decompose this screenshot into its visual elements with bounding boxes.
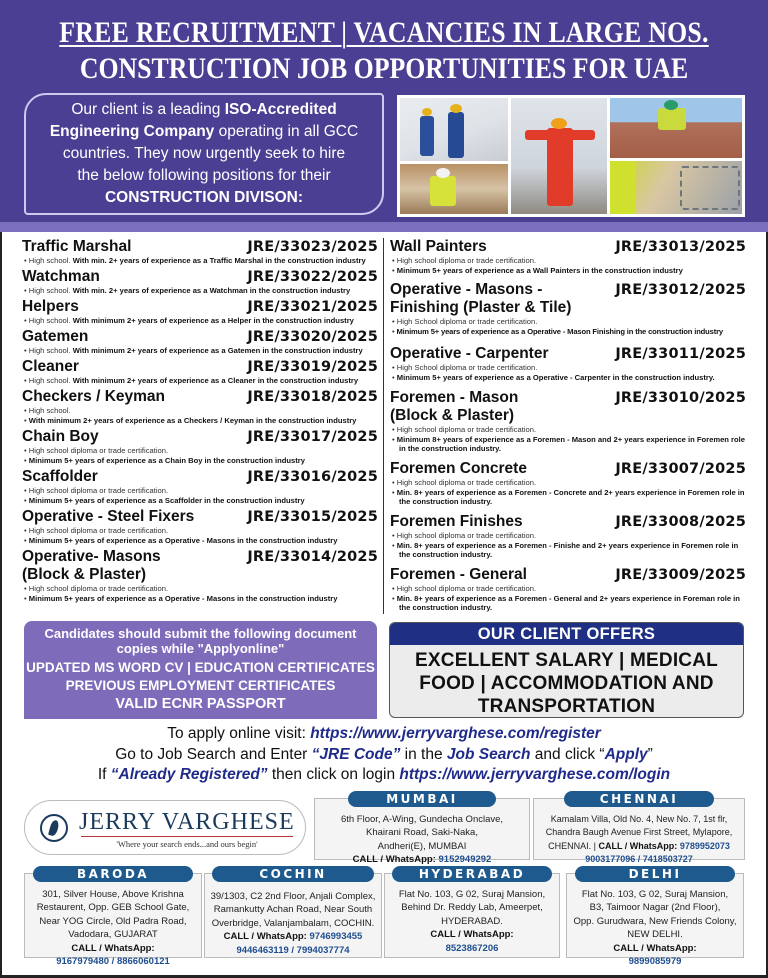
apply-text: If bbox=[97, 766, 111, 783]
office-address-line: Behind Dr. Reddy Lab, Ameerpet, bbox=[401, 902, 543, 914]
offers-line-3: TRANSPORTATION bbox=[477, 696, 656, 717]
call-label: CALL / WhatsApp: bbox=[223, 931, 307, 943]
office-address-line: Kamalam Villa, Old No. 4, New No. 7, 1st flr, bbox=[550, 814, 728, 824]
office-delhi bbox=[566, 867, 744, 968]
job-requirement: • Minimum 8+ years of experience as a Foremen - Mason and 2+ years experience in Foremen role in the construction industry. bbox=[390, 435, 746, 454]
office-address-line: Flat No. 103, G 02, Suraj Mansion, bbox=[581, 889, 729, 900]
intro-text: operating in all GCC bbox=[214, 123, 359, 140]
office-address-line: Restaurent, Opp. GEB School Gate, bbox=[36, 902, 190, 914]
job-title: Traffic Marshal bbox=[22, 238, 132, 255]
job-requirement: • High school. bbox=[22, 406, 378, 416]
intro-bold-division: CONSTRUCTION DIVISON: bbox=[104, 189, 304, 206]
phone-number[interactable]: 8523867206 bbox=[445, 942, 499, 954]
phone-number[interactable]: 9746993455 bbox=[309, 931, 363, 943]
phone-number[interactable]: 9899085979 bbox=[628, 956, 682, 968]
jerry-varghese-logo bbox=[24, 800, 306, 855]
job-item bbox=[22, 428, 378, 468]
documents-intro: Candidates should submit the following document bbox=[44, 626, 357, 641]
offers-line-1: EXCELLENT SALARY | MEDICAL bbox=[415, 650, 718, 671]
office-address-line: Overbridge, Valanjambalam, COCHIN. bbox=[211, 917, 375, 929]
intro-bold-iso: ISO-Accredited bbox=[224, 101, 337, 118]
job-requirement: • High school. With min. 2+ years of experience as a Traffic Marshal in the construction industry bbox=[22, 256, 378, 266]
job-code: JRE/33011/2025 bbox=[615, 346, 746, 362]
office-address-line: Chandra Baugh Avenue First Street, Mylapore, bbox=[545, 827, 733, 838]
intro-text: the below following positions for their bbox=[77, 167, 331, 184]
job-code: JRE/33013/2025 bbox=[615, 239, 746, 255]
job-requirement: • High school. With min. 2+ years of experience as a Watchman in the construction industry bbox=[22, 286, 378, 296]
logo-tagline: 'Where your search ends...and ours begin' bbox=[116, 839, 258, 849]
office-city-label: BARODA bbox=[33, 866, 193, 882]
job-title: Operative - Carpenter bbox=[390, 345, 549, 362]
job-code: JRE/33010/2025 bbox=[615, 390, 746, 406]
job-code: JRE/33016/2025 bbox=[247, 469, 378, 485]
job-item bbox=[390, 460, 746, 513]
job-requirement: • Min. 8+ years of experience as a Foremen - Finishe and 2+ years experience in Foremen role in the construction industry. bbox=[390, 541, 746, 560]
job-item bbox=[390, 345, 746, 389]
job-requirement: • High school diploma or trade certification. bbox=[390, 584, 746, 594]
intro-text: countries. They now urgently seek to hire bbox=[62, 145, 346, 162]
apply-text: in the bbox=[400, 745, 447, 763]
office-city-label: MUMBAI bbox=[348, 791, 496, 807]
job-search-highlight: Job Search bbox=[446, 745, 531, 763]
office-chennai bbox=[533, 792, 745, 865]
job-code: JRE/33020/2025 bbox=[247, 329, 378, 345]
photo-carpenter bbox=[400, 164, 508, 214]
job-requirement: • High school diploma or trade certification. bbox=[390, 425, 746, 435]
office-address-line: HYDERABAD. bbox=[441, 915, 503, 927]
job-requirement: • High School diploma or trade certification. bbox=[390, 317, 746, 327]
job-title: Foremen Finishes bbox=[390, 513, 523, 530]
accent-band bbox=[0, 222, 768, 232]
logo-underline bbox=[81, 836, 293, 837]
job-code: JRE/33021/2025 bbox=[247, 299, 378, 315]
phone-number[interactable]: 9167979480 / 8866060121 bbox=[56, 956, 170, 968]
job-requirement: • With minimum 2+ years of experience as a Checkers / Keyman in the construction industry bbox=[22, 416, 378, 426]
job-requirement: • High school diploma or trade certification. bbox=[22, 446, 378, 456]
job-title: Scaffolder bbox=[22, 468, 98, 485]
required-documents-box bbox=[24, 621, 377, 719]
job-requirement: • Min. 8+ years of experience as a Foremen - General and 2+ years experience in Foreman role in the construction industry. bbox=[390, 594, 746, 613]
office-city-label: HYDERABAD bbox=[392, 866, 552, 882]
office-address-line: Ramankutty Achan Road, Near South bbox=[213, 904, 373, 916]
job-item bbox=[390, 238, 746, 281]
job-title: Cleaner bbox=[22, 358, 79, 375]
phone-number[interactable]: 9446463119 / 7994037774 bbox=[236, 944, 350, 956]
office-baroda bbox=[24, 867, 202, 968]
job-requirement: • Minimum 5+ years of experience as a Operative - Masons in the construction industry bbox=[22, 594, 378, 604]
intro-text: Our client is a leading bbox=[71, 101, 225, 118]
job-requirement: • Minimum 5+ years of experience as a Scaffolder in the construction industry bbox=[22, 496, 378, 506]
job-item bbox=[390, 281, 746, 345]
job-requirement: • Minimum 5+ years of experience as a Wall Painters in the construction industry bbox=[390, 266, 746, 276]
office-address-line: Khairani Road, Saki-Naka, bbox=[366, 827, 478, 839]
already-registered-highlight: “Already Registered” bbox=[110, 766, 268, 783]
office-address-line: B3, Taimoor Nagar (2nd Floor), bbox=[589, 902, 721, 914]
apply-instructions bbox=[0, 724, 768, 786]
documents-intro-cont: copies while "Applyonline" bbox=[116, 641, 285, 656]
job-item bbox=[22, 298, 378, 328]
job-title: Watchman bbox=[22, 268, 100, 285]
job-item bbox=[390, 566, 746, 616]
job-item bbox=[22, 508, 378, 548]
client-offers-box bbox=[389, 622, 744, 718]
headline-construction-jobs: CONSTRUCTION JOB OPPORTUNITIES FOR UAE bbox=[79, 52, 689, 85]
apply-text: Go to Job Search and Enter bbox=[115, 745, 312, 763]
phone-number[interactable]: 9152949292 bbox=[438, 854, 492, 866]
job-code: JRE/33022/2025 bbox=[247, 269, 378, 285]
job-title: Operative- Masons bbox=[22, 548, 161, 565]
job-code: JRE/33007/2025 bbox=[615, 461, 746, 477]
apply-highlight: Apply bbox=[604, 745, 648, 763]
photo-signal-worker bbox=[511, 98, 607, 214]
phone-number[interactable]: 9003177096 / 7418503727 bbox=[585, 854, 693, 865]
phone-number[interactable]: 9789952073 bbox=[679, 840, 730, 851]
job-requirement: • High school diploma or trade certification. bbox=[390, 531, 746, 541]
job-code: JRE/33012/2025 bbox=[615, 282, 746, 298]
job-requirement: • High school. With minimum 2+ years of experience as a Cleaner in the construction industry bbox=[22, 376, 378, 386]
photo-bricklayer bbox=[610, 98, 742, 158]
office-city-label: DELHI bbox=[575, 866, 735, 882]
job-list-left bbox=[22, 238, 378, 606]
intro-box bbox=[24, 93, 384, 215]
job-title: Chain Boy bbox=[22, 428, 99, 445]
job-requirement: • High school. With minimum 2+ years of experience as a Helper in the construction industry bbox=[22, 316, 378, 326]
jre-code-highlight: “JRE Code” bbox=[311, 745, 401, 763]
job-list-right bbox=[390, 238, 746, 616]
call-label: CALL / WhatsApp: bbox=[71, 942, 155, 954]
job-title: Operative - Steel Fixers bbox=[22, 508, 195, 525]
photo-steel-fixers bbox=[610, 161, 742, 214]
office-city-label: COCHIN bbox=[212, 866, 374, 882]
job-requirement: • High school diploma or trade certification. bbox=[22, 526, 378, 536]
job-code: JRE/33019/2025 bbox=[247, 359, 378, 375]
office-address-line: CHENNAI. | bbox=[548, 840, 599, 851]
logo-name: JERRY VARGHESE bbox=[79, 809, 295, 835]
job-item bbox=[390, 389, 746, 460]
office-mumbai bbox=[314, 792, 530, 866]
job-title: Gatemen bbox=[22, 328, 89, 345]
register-link[interactable]: https://www.jerryvarghese.com/register bbox=[310, 725, 601, 742]
job-code: JRE/33008/2025 bbox=[615, 514, 746, 530]
job-requirement: • High school diploma or trade certification. bbox=[22, 486, 378, 496]
job-title: Operative - Masons - bbox=[390, 281, 543, 298]
job-title-cont: (Block & Plaster) bbox=[390, 407, 515, 424]
job-title-cont: Finishing (Plaster & Tile) bbox=[390, 299, 572, 316]
job-requirement: • High School diploma or trade certification. bbox=[390, 363, 746, 373]
job-requirement: • Minimum 5+ years of experience as a Operative - Masons in the construction industry bbox=[22, 536, 378, 546]
job-code: JRE/33014/2025 bbox=[247, 549, 378, 565]
job-requirement: • High school diploma or trade certification. bbox=[390, 478, 746, 488]
job-requirement: • High school diploma or trade certification. bbox=[390, 256, 746, 266]
job-item bbox=[22, 328, 378, 358]
office-cochin bbox=[204, 867, 382, 958]
job-requirement: • High school. With minimum 2+ years of experience as a Gatemen in the construction industry bbox=[22, 346, 378, 356]
offers-heading: OUR CLIENT OFFERS bbox=[390, 623, 743, 645]
job-requirement: • High school diploma or trade certification. bbox=[22, 584, 378, 594]
call-label: CALL / WhatsApp: bbox=[352, 854, 436, 866]
office-address-line: Near YOG Circle, Old Padra Road, bbox=[39, 915, 187, 927]
office-address-line: Flat No. 103, G 02, Suraj Mansion, bbox=[398, 889, 546, 900]
job-code: JRE/33017/2025 bbox=[247, 429, 378, 445]
job-item bbox=[22, 358, 378, 388]
documents-list-2: PREVIOUS EMPLOYMENT CERTIFICATES bbox=[65, 678, 336, 693]
apply-text: ” bbox=[647, 745, 653, 763]
job-item bbox=[22, 268, 378, 298]
job-requirement: • Minimum 5+ years of experience as a Operative - Mason Finishing in the construction industry bbox=[390, 327, 746, 337]
job-item bbox=[22, 548, 378, 606]
office-address-line: 39/1303, C2 2nd Floor, Anjali Complex, bbox=[210, 891, 376, 902]
job-title-cont: (Block & Plaster) bbox=[22, 566, 147, 583]
job-title: Foremen - Mason bbox=[390, 389, 519, 406]
office-city-label: CHENNAI bbox=[564, 791, 714, 807]
job-requirement: • Min. 8+ years of experience as a Foremen - Concrete and 2+ years experience in Foremen role in the construction industry. bbox=[390, 488, 746, 507]
call-label: CALL / WhatsApp: bbox=[613, 942, 697, 954]
job-code: JRE/33018/2025 bbox=[247, 389, 378, 405]
job-code: JRE/33015/2025 bbox=[247, 509, 378, 525]
apply-text: and click “ bbox=[530, 745, 605, 763]
job-title: Checkers / Keyman bbox=[22, 388, 166, 405]
documents-list-1: UPDATED MS WORD CV | EDUCATION CERTIFICATES bbox=[26, 660, 375, 675]
office-address-line: Opp. Gurudwara, New Friends Colony, bbox=[573, 915, 737, 927]
job-title: Helpers bbox=[22, 298, 79, 315]
job-code: JRE/33023/2025 bbox=[247, 239, 378, 255]
office-address-line: NEW DELHI. bbox=[627, 929, 683, 941]
worker-photo-collage bbox=[397, 95, 745, 217]
logo-emblem-icon bbox=[40, 814, 68, 842]
documents-list-3: VALID ECNR PASSPORT bbox=[115, 696, 286, 712]
job-title: Wall Painters bbox=[390, 238, 487, 255]
offers-line-2: FOOD | ACCOMMODATION AND bbox=[419, 673, 714, 694]
job-title: Foremen - General bbox=[390, 566, 527, 583]
job-requirement: • Minimum 5+ years of experience as a Operative - Carpenter in the construction industry. bbox=[390, 373, 746, 383]
office-address-line: Andheri(E), MUMBAI bbox=[377, 840, 467, 852]
job-item bbox=[22, 388, 378, 428]
photo-painters bbox=[400, 98, 508, 161]
call-label: CALL / WhatsApp: bbox=[430, 929, 514, 941]
job-code: JRE/33009/2025 bbox=[615, 567, 746, 583]
office-address-line: Vadodara, GUJARAT bbox=[68, 929, 158, 941]
office-hyderabad bbox=[384, 867, 560, 958]
headline-free-recruitment: FREE RECRUITMENT | VACANCIES IN LARGE NOS. bbox=[59, 16, 709, 49]
header-banner bbox=[0, 0, 768, 232]
office-address-line: 6th Floor, A-Wing, Gundecha Onclave, bbox=[340, 814, 504, 825]
column-divider bbox=[383, 238, 384, 614]
login-link[interactable]: https://www.jerryvarghese.com/login bbox=[399, 766, 671, 783]
job-item bbox=[22, 238, 378, 268]
job-item bbox=[390, 513, 746, 566]
call-label: CALL / WhatsApp: bbox=[598, 840, 678, 851]
apply-text: To apply online visit: bbox=[167, 725, 311, 742]
job-requirement: • Minimum 5+ years of experience as a Chain Boy in the construction industry bbox=[22, 456, 378, 466]
office-address-line: 301, Silver House, Above Krishna bbox=[42, 889, 184, 900]
job-title: Foremen Concrete bbox=[390, 460, 527, 477]
intro-bold-company: Engineering Company bbox=[49, 123, 215, 140]
apply-text: then click on login bbox=[267, 766, 400, 783]
job-item bbox=[22, 468, 378, 508]
